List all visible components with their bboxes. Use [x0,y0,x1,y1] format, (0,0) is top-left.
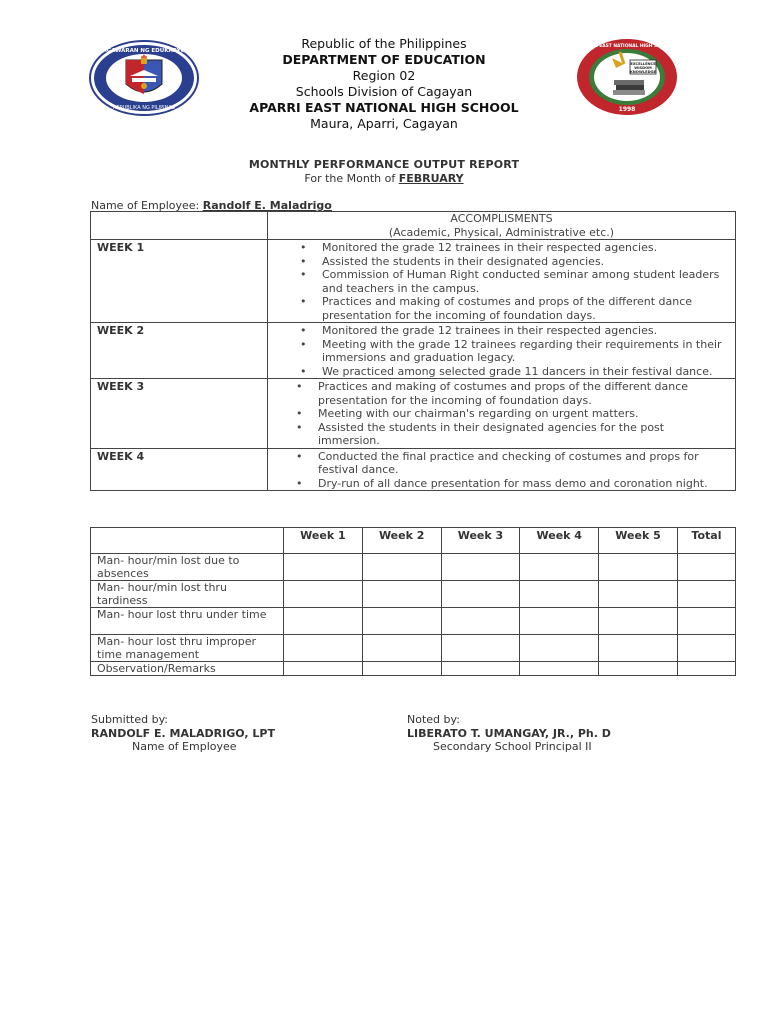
table-cell [677,554,735,581]
table-cell [677,662,735,676]
list-item [274,450,727,477]
item-text: Meeting with our chairman's regarding on urgent matters. [318,407,639,420]
table-cell [520,554,599,581]
item-text: Conducted the final practice and checking of costumes and props for festival dance. [318,449,699,476]
submitted-name: RANDOLF E. MALADRIGO, LPT [91,726,275,740]
list-item [274,324,727,338]
column-header: Week 2 [362,528,441,554]
list-item [274,365,727,379]
table-cell [284,662,363,676]
bullet-icon: • [296,380,303,393]
item-text: Meeting with the grade 12 trainees regarding their requirements in their immersions and graduation legacy. [322,337,722,364]
table-cell [441,608,520,635]
bullet-icon: • [300,268,307,281]
column-header: Week 4 [520,528,599,554]
column-header: Week 5 [599,528,678,554]
table-row [91,581,736,608]
row-label: Man- hour/min lost thru tardiness [91,581,284,608]
bullet-icon: • [296,476,303,490]
noted-label: Noted by: [407,713,460,726]
list-item [274,380,727,407]
deped-seal-ring-top: KAGAWARAN NG EDUKASYON [98,48,190,54]
row-label: Observation/Remarks [91,662,284,676]
table-row [91,554,736,581]
report-month [0,172,768,185]
column-header: Total [677,528,735,554]
week-items [268,448,736,491]
list-item [274,268,727,295]
week-items [268,240,736,323]
month-value: FEBRUARY [398,172,464,185]
week-label: WEEK 4 [91,448,268,491]
accomplishments-table [90,211,736,491]
accomplishments-title: ACCOMPLISMENTS [450,212,553,225]
noted-role: Secondary School Principal II [433,740,592,753]
svg-text:EXCELLENCE: EXCELLENCE [630,62,656,66]
week-label: WEEK 1 [91,240,268,323]
list-item [274,338,727,365]
week-row [91,379,736,449]
table-cell [284,608,363,635]
week-label: WEEK 3 [91,379,268,449]
table-row [91,608,736,635]
bullet-icon: • [296,449,303,463]
table-cell [677,635,735,662]
svg-text:WISDOM: WISDOM [634,66,652,70]
table-cell [441,581,520,608]
item-text: Monitored the grade 12 trainees in their respected agencies. [322,324,658,337]
submitted-label: Submitted by: [91,713,168,726]
table-cell [284,554,363,581]
bullet-icon: • [300,295,307,308]
table-cell [362,554,441,581]
republic-line: Republic of the Philippines [301,36,467,51]
table-cell [599,581,678,608]
svg-text:APARRI EAST NATIONAL HIGH SCHO: APARRI EAST NATIONAL HIGH SCHOOL [579,44,675,49]
table-cell [599,662,678,676]
svg-text:1998: 1998 [618,106,636,113]
table-cell [520,662,599,676]
row-label: Man- hour lost thru improper time management [91,635,284,662]
table-cell [599,554,678,581]
table-cell [362,581,441,608]
school-name: APARRI EAST NATIONAL HIGH SCHOOL [249,100,519,115]
list-item [274,407,727,421]
table-cell [599,608,678,635]
noted-by-block [407,713,611,754]
table-cell [520,581,599,608]
employee-label: Name of Employee: [91,199,203,212]
table-cell [362,662,441,676]
manhour-table [90,527,736,676]
noted-name: LIBERATO T. UMANGAY, JR., Ph. D [407,726,611,740]
accomplishment-list [268,240,735,322]
table-row [91,635,736,662]
item-text: We practiced among selected grade 11 dancers in their festival dance. [322,364,713,378]
table-cell [599,635,678,662]
month-prefix: For the Month of [304,172,399,185]
region-line: Region 02 [352,68,416,83]
row-label: Man- hour lost thru under time [91,608,284,635]
item-text: Monitored the grade 12 trainees in their respected agencies. [322,241,658,254]
submitted-role: Name of Employee [132,740,237,753]
table-cell [520,635,599,662]
school-address: Maura, Aparri, Cagayan [310,116,458,131]
table-cell [441,635,520,662]
employee-name: Randolf E. Maladrigo [202,199,332,212]
letterhead [200,36,568,132]
week-row [91,448,736,491]
accomplishment-list [268,379,735,448]
deped-seal-ring-bottom: REPUBLIKA NG PILIPINAS [113,105,175,111]
item-text: Commission of Human Right conducted seminar among student leaders and teachers in the campus. [322,268,720,295]
table-cell [284,635,363,662]
table-row [91,662,736,676]
manhour-header-row [91,528,736,554]
week-items [268,379,736,449]
submitted-by-block [91,713,275,754]
week-row [91,323,736,379]
bullet-icon: • [300,241,307,254]
item-text: Practices and making of costumes and props of the different dance presentation for the incoming of foundation days. [318,380,689,407]
item-text: Dry-run of all dance presentation for mass demo and coronation night. [318,476,708,490]
table-cell [441,554,520,581]
bullet-icon: • [300,364,307,378]
list-item [274,477,727,491]
svg-text:KNOWLEDGE: KNOWLEDGE [630,70,656,74]
table-cell [520,608,599,635]
week-label: WEEK 2 [91,323,268,379]
table-cell [362,635,441,662]
list-item [274,295,727,322]
item-text: Assisted the students in their designated agencies for the post immersion. [318,420,665,447]
list-item [274,255,727,269]
bullet-icon: • [300,254,307,268]
list-item [274,421,727,448]
column-header: Week 3 [441,528,520,554]
bullet-icon: • [296,407,303,420]
table-cell [677,608,735,635]
header-empty-cell [91,212,268,240]
accomplishments-header-row [91,212,736,240]
item-text: Practices and making of costumes and props of the different dance presentation for the incoming of foundation days. [322,295,693,322]
table-cell [284,581,363,608]
item-text: Assisted the students in their designated agencies. [322,254,605,268]
accomplishments-subtitle: (Academic, Physical, Administrative etc.) [388,225,615,239]
department-line: DEPARTMENT OF EDUCATION [282,52,486,67]
report-title: MONTHLY PERFORMANCE OUTPUT REPORT [248,158,520,171]
week-items [268,323,736,379]
column-header: Week 1 [284,528,363,554]
table-cell [677,581,735,608]
table-cell [441,662,520,676]
week-row [91,240,736,323]
accomplishment-list [268,323,735,378]
row-label: Man- hour/min lost due to absences [91,554,284,581]
bullet-icon: • [300,324,307,337]
list-item [274,241,727,255]
bullet-icon: • [296,420,303,434]
accomplishments-header [268,212,736,240]
table-cell [362,608,441,635]
bullet-icon: • [300,337,307,351]
accomplishment-list [268,449,735,491]
school-seal-icon [576,38,678,116]
division-line: Schools Division of Cagayan [295,84,473,99]
header-empty-cell [91,528,284,554]
deped-seal-icon [88,40,200,116]
